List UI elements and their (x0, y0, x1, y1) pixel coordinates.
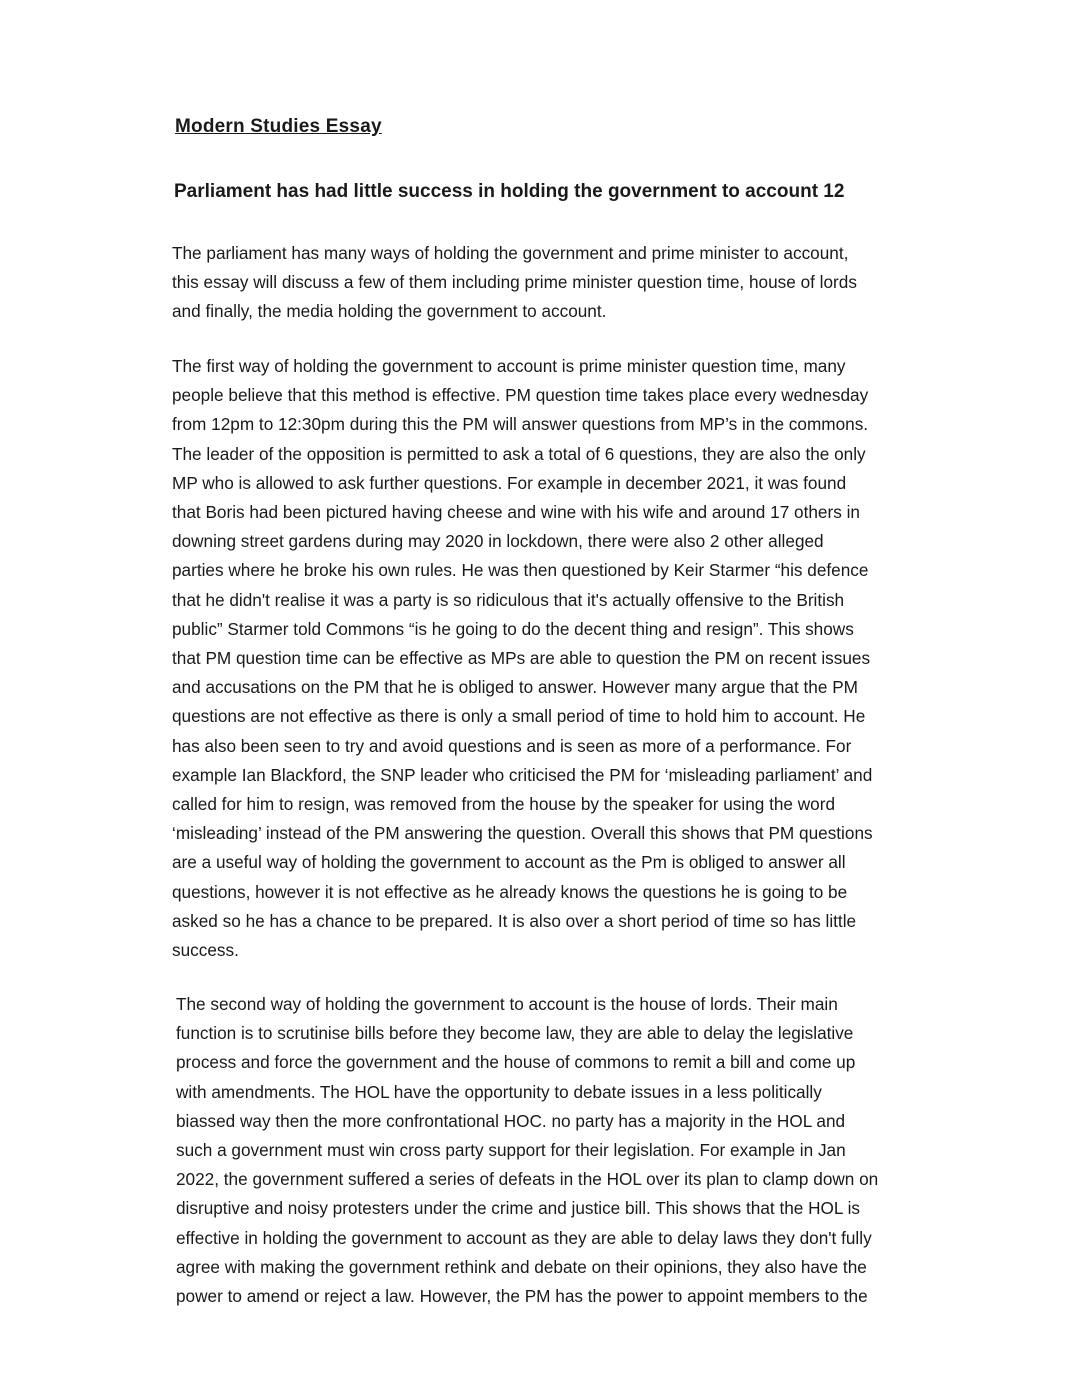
paragraph-pm-question-time (172, 352, 873, 965)
text-line: questions are not effective as there is only a small period of time to hold him to account. He (172, 706, 866, 727)
text-line: The leader of the opposition is permitted to ask a total of 6 questions, they are also the only (172, 443, 866, 464)
text-line: disruptive and noisy protesters under the crime and justice bill. This shows that the HOL is (176, 1198, 861, 1219)
text-line: and finally, the media holding the government to account. (172, 301, 607, 322)
text-line: that he didn't realise it was a party is so ridiculous that it's actually offensive to the British (172, 589, 845, 610)
text-line: The second way of holding the government to account is the house of lords. Their main (176, 994, 838, 1014)
text-line: and accusations on the PM that he is obliged to answer. However many argue that the PM (172, 677, 858, 698)
paragraph-introduction (172, 239, 857, 327)
text-line: questions, however it is not effective as he already knows the questions he is going to be (172, 881, 848, 902)
text-line: such a government must win cross party support for their legislation. For example in Jan (176, 1140, 846, 1161)
text-line: ‘misleading’ instead of the PM answering the question. Overall this shows that PM questions (172, 823, 873, 844)
text-line: public” Starmer told Commons “is he going to do the decent thing and resign”. This shows (172, 618, 854, 639)
text-line: 2022, the government suffered a series of defeats in the HOL over its plan to clamp down on (176, 1169, 879, 1190)
document-title: Modern Studies Essay (175, 116, 382, 137)
text-line: people believe that this method is effective. PM question time takes place every wednesday (172, 385, 869, 406)
text-line: from 12pm to 12:30pm during this the PM will answer questions from MP’s in the commons. (172, 414, 869, 435)
text-line: parties where he broke his own rules. He was then questioned by Keir Starmer “his defence (172, 560, 869, 581)
text-line: asked so he has a chance to be prepared. It is also over a short period of time so has little (172, 910, 857, 931)
text-line: that PM question time can be effective as MPs are able to question the PM on recent issues (172, 648, 871, 669)
text-line: downing street gardens during may 2020 in lockdown, there were also 2 other alleged (172, 531, 824, 552)
text-line: power to amend or reject a law. However, the PM has the power to appoint members to the (176, 1286, 868, 1307)
text-line: process and force the government and the house of commons to remit a bill and come up (176, 1052, 856, 1073)
essay-heading: Parliament has had little success in holding the government to account 12 (174, 181, 845, 202)
text-line: example Ian Blackford, the SNP leader who criticised the PM for ‘misleading parliament’ and (172, 764, 873, 785)
text-line: MP who is allowed to ask further questions. For example in december 2021, it was found (172, 472, 847, 493)
text-line: success. (172, 940, 239, 961)
text-line: agree with making the government rethink and debate on their opinions, they also have the (176, 1256, 867, 1277)
text-line: has also been seen to try and avoid questions and is seen as more of a performance. For (172, 735, 852, 756)
text-line: with amendments. The HOL have the opportunity to debate issues in a less politically (176, 1081, 822, 1102)
text-line: biassed way then the more confrontational HOC. no party has a majority in the HOL and (176, 1110, 846, 1131)
text-line: called for him to resign, was removed from the house by the speaker for using the word (172, 794, 836, 815)
text-line: are a useful way of holding the government to account as the Pm is obliged to answer all (172, 852, 846, 873)
text-line: The first way of holding the government to account is prime minister question time, many (172, 356, 846, 376)
paragraph-house-of-lords (176, 990, 878, 1311)
text-line: function is to scrutinise bills before they become law, they are able to delay the legislative (176, 1023, 854, 1044)
text-line: this essay will discuss a few of them including prime minister question time, house of lords (172, 272, 857, 293)
text-line: The parliament has many ways of holding the government and prime minister to account, (172, 243, 849, 263)
text-line: that Boris had been pictured having cheese and wine with his wife and around 17 others in (172, 502, 860, 523)
text-line: effective in holding the government to account as they are able to delay laws they don't fully (176, 1227, 872, 1248)
